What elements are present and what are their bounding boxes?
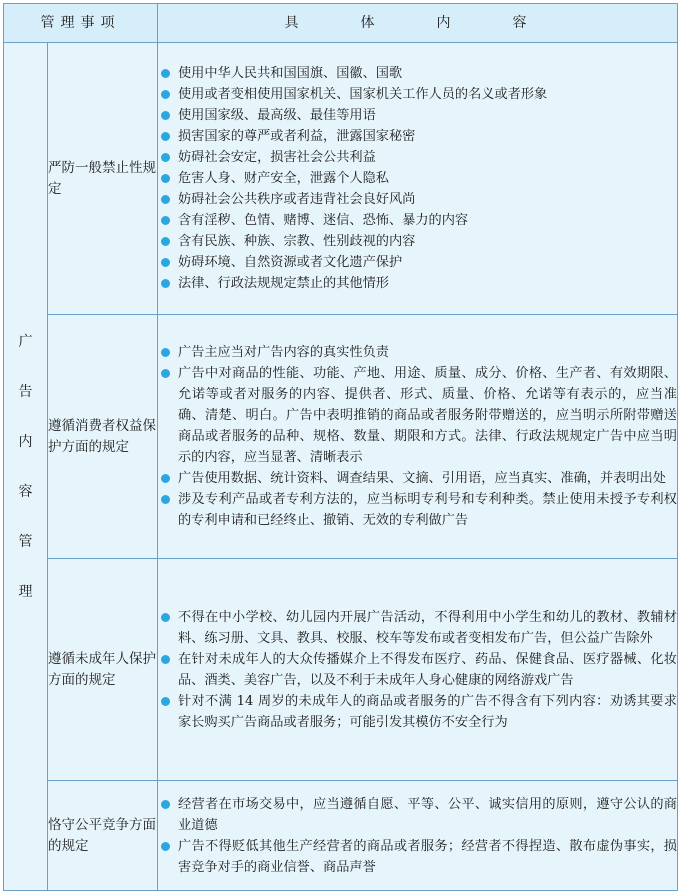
bullet-icon <box>161 132 170 141</box>
bullet-icon <box>161 174 170 183</box>
list-item: 经营者在市场交易中，应当遵循自愿、平等、公平、诚实信用的原则，遵守公认的商业道德 <box>158 794 677 836</box>
bullet-icon <box>161 474 170 483</box>
category-char: 告 <box>18 383 33 400</box>
section-content <box>158 559 678 781</box>
bullet-icon <box>161 237 170 246</box>
list-item: 损害国家的尊严或者利益，泄露国家秘密 <box>158 126 677 147</box>
list-item: 妨碍社会公共秩序或者违背社会良好风尚 <box>158 189 677 210</box>
category-char: 理 <box>18 583 33 600</box>
table-row <box>4 559 678 781</box>
list-item: 妨碍环境、自然资源或者文化遗产保护 <box>158 252 677 273</box>
category-char: 广 <box>18 333 33 350</box>
bullet-icon <box>161 69 170 78</box>
section-title: 严防一般禁止性规定 <box>48 43 158 315</box>
category-char: 内 <box>18 433 33 450</box>
list-item: 含有淫秽、色情、赌博、迷信、恐怖、暴力的内容 <box>158 210 677 231</box>
list-item: 妨碍社会安定，损害社会公共利益 <box>158 147 677 168</box>
category-label <box>4 43 48 891</box>
list-item: 法律、行政法规规定禁止的其他情形 <box>158 273 677 294</box>
bullet-icon <box>161 842 170 851</box>
list-item: 广告使用数据、统计资料、调查结果、文摘、引用语，应当真实、准确，并表明出处 <box>158 468 677 489</box>
table-header-row <box>4 4 678 43</box>
header-specific-content: 具 体 内 容 <box>158 4 678 43</box>
ad-content-management-table <box>3 3 678 891</box>
table-row <box>4 781 678 891</box>
table-row <box>4 43 678 315</box>
bullet-icon <box>161 369 170 378</box>
bullet-icon <box>161 655 170 664</box>
list-item: 使用国家级、最高级、最佳等用语 <box>158 105 677 126</box>
section-title: 遵循未成年人保护方面的规定 <box>48 559 158 781</box>
list-item: 使用中华人民共和国国旗、国徽、国歌 <box>158 63 677 84</box>
section-content <box>158 315 678 559</box>
section-title: 恪守公平竞争方面的规定 <box>48 781 158 891</box>
list-item: 涉及专利产品或者专利方法的，应当标明专利号和专利种类。禁止使用未授予专利权的专利申请和已经终止、撤销、无效的专利做广告 <box>158 489 677 531</box>
bullet-icon <box>161 697 170 706</box>
section-content <box>158 781 678 891</box>
list-item: 针对不满 14 周岁的未成年人的商品或者服务的广告不得含有下列内容：劝诱其要求家长购买广告商品或者服务；可能引发其模仿不安全行为 <box>158 691 677 733</box>
list-item: 在针对未成年人的大众传播媒介上不得发布医疗、药品、保健食品、医疗器械、化妆品、酒类、美容广告，以及不利于未成年人身心健康的网络游戏广告 <box>158 649 677 691</box>
bullet-icon <box>161 111 170 120</box>
list-item: 广告不得贬低其他生产经营者的商品或者服务；经营者不得捏造、散布虚伪事实，损害竞争对手的商业信誉、商品声誉 <box>158 836 677 878</box>
bullet-icon <box>161 495 170 504</box>
category-char: 管 <box>18 533 33 550</box>
bullet-icon <box>161 279 170 288</box>
bullet-icon <box>161 613 170 622</box>
bullet-icon <box>161 348 170 357</box>
list-item: 使用或者变相使用国家机关、国家机关工作人员的名义或者形象 <box>158 84 677 105</box>
list-item: 危害人身、财产安全，泄露个人隐私 <box>158 168 677 189</box>
list-item: 不得在中小学校、幼儿园内开展广告活动，不得利用中小学生和幼儿的教材、教辅材料、练习册、文具、教具、校服、校车等发布或者变相发布广告，但公益广告除外 <box>158 607 677 649</box>
bullet-icon <box>161 153 170 162</box>
section-title: 遵循消费者权益保护方面的规定 <box>48 315 158 559</box>
header-management-item: 管理事项 <box>4 4 158 43</box>
bullet-icon <box>161 195 170 204</box>
list-item: 广告中对商品的性能、功能、产地、用途、质量、成分、价格、生产者、有效期限、允诺等或者对服务的内容、提供者、形式、质量、价格、允诺等有表示的，应当准确、清楚、明白。广告中表明推销的商品或者服务附带赠送的，应当明示所附带赠送商品或者服务的品种、规格、数量、期限和方式。法律、行政法规规定广告中应当明示的内容，应当显著、清晰表示 <box>158 363 677 468</box>
list-item: 含有民族、种族、宗教、性别歧视的内容 <box>158 231 677 252</box>
table-row <box>4 315 678 559</box>
bullet-icon <box>161 800 170 809</box>
bullet-icon <box>161 90 170 99</box>
bullet-icon <box>161 216 170 225</box>
list-item: 广告主应当对广告内容的真实性负责 <box>158 342 677 363</box>
bullet-icon <box>161 258 170 267</box>
category-char: 容 <box>18 483 33 500</box>
section-content <box>158 43 678 315</box>
